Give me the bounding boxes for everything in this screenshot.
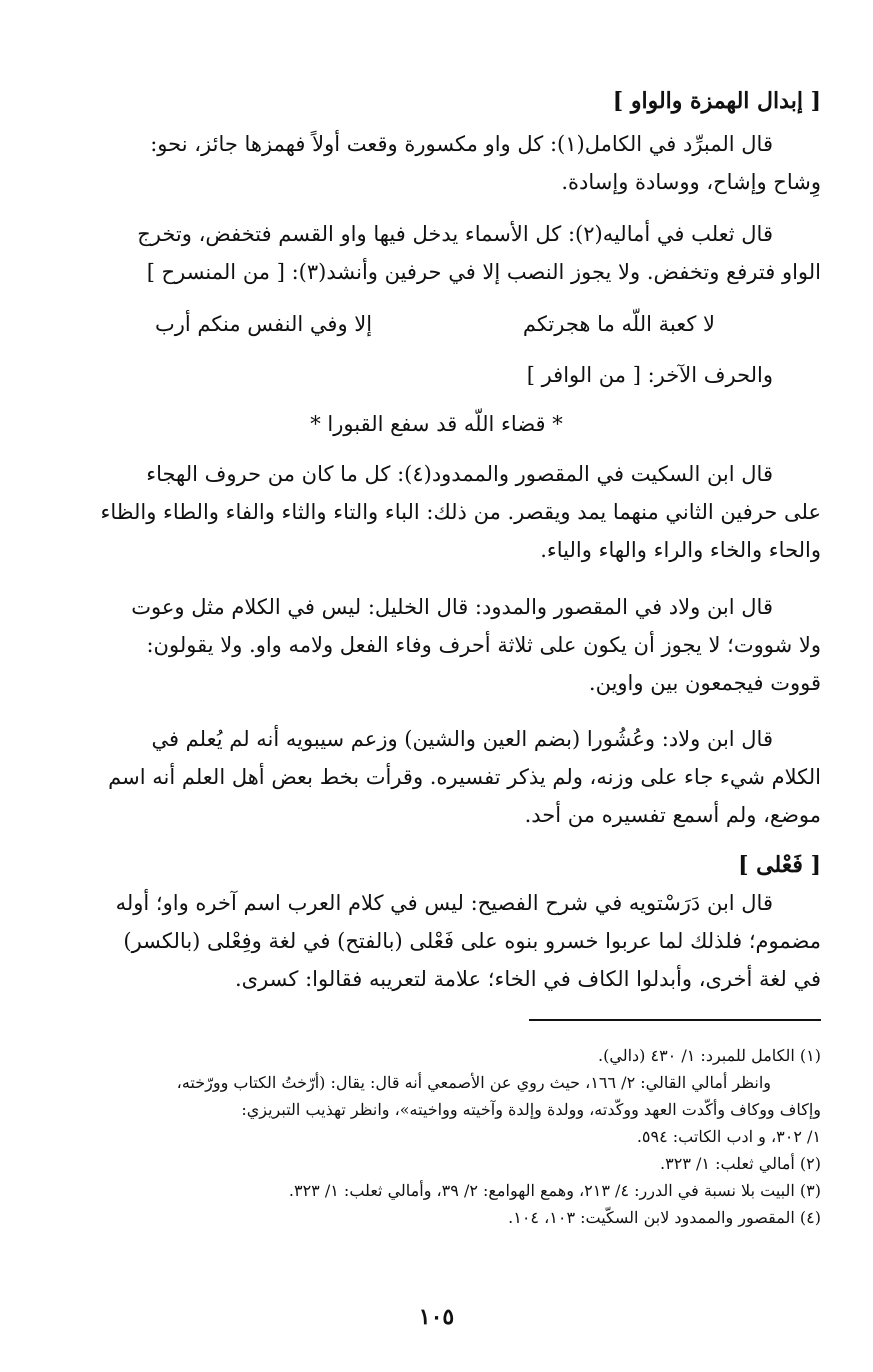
- paragraph-line: قال ابن السكيت في المقصور والممدود(٤): كل ما كان من حروف الهجاء: [146, 462, 773, 486]
- verse-first-hemistich: لا كعبة اللّه ما هجرتكم: [522, 312, 715, 336]
- paragraph-line: موضع، ولم أسمع تفسيره من أحد.: [524, 803, 821, 827]
- paragraph-line: الكلام شيء جاء على وزنه، ولم يذكر تفسيره. وقرأت بخط بعض أهل العلم أنه اسم: [108, 765, 821, 789]
- paragraph-line: مضموم؛ فلذلك لما عربوا خسرو بنوه على فَعْلى (بالفتح) في لغة وفِعْلى (بالكسر): [123, 929, 821, 953]
- paragraph-line: والحاء والخاء والراء والهاء والياء.: [540, 538, 821, 562]
- paragraph-line: قال ابن ولاد في المقصور والمدود: قال الخليل: ليس في الكلام مثل وعوت: [131, 595, 773, 619]
- paragraph-ibn-wallad-khalil: [51, 588, 821, 702]
- heading-text: [ فَعْلى ]: [738, 852, 821, 878]
- footnote-separator: [529, 1019, 821, 1021]
- footnote-3: (٣) البيت بلا نسبة في الدرر: ٤/ ٢١٣، وهمع الهوامع: ٢/ ٣٩، وأمالي ثعلب: ١/ ٣٢٣.: [288, 1181, 821, 1200]
- section-heading-hamza-waw: [51, 82, 821, 120]
- paragraph-line: في لغة أخرى، وأبدلوا الكاف في الخاء؛ علامة لتعريبه فقالوا: كسرى.: [234, 967, 821, 991]
- paragraph-line: قال ثعلب في أماليه(٢): كل الأسماء يدخل فيها واو القسم فتخفض، وتخرج: [137, 222, 773, 246]
- paragraph-line: قووت فيجمعون بين واوين.: [588, 671, 821, 695]
- footnotes: [51, 1042, 821, 1231]
- paragraph-thalab: [51, 215, 821, 291]
- paragraph-line: على حرفين الثاني منهما يمد ويقصر. من ذلك: الباء والتاء والثاء والفاء والطاء والظاء: [100, 500, 821, 524]
- paragraph-line: الواو فترفع وتخفض. ولا يجوز النصب إلا في حرفين وأنشد(٣): [ من المنسرح ]: [146, 260, 821, 284]
- footnote-1: (١) الكامل للمبرد: ١/ ٤٣٠ (دالي).: [598, 1046, 821, 1065]
- page-number: ١٠٥: [418, 1304, 455, 1330]
- heading-text: [ إبدال الهمزة والواو ]: [612, 88, 821, 114]
- paragraph-line: قال ابن دَرَسْتويه في شرح الفصيح: ليس في كلام العرب اسم آخره واو؛ أوله: [115, 891, 773, 915]
- paragraph-ibn-wallad-ushura: [51, 720, 821, 834]
- paragraph-line: قال ابن ولاد: وعُشُورا (بضم العين والشين) وزعم سيبويه أنه لم يُعلم في: [151, 727, 773, 751]
- paragraph-line: قال المبرِّد في الكامل(١): كل واو مكسورة وقعت أولاً فهمزها جائز، نحو:: [150, 132, 773, 156]
- paragraph-ibn-sikkit: [51, 455, 821, 569]
- footnote-1-continuation: وإكاف ووكاف وأكّدت العهد ووكّدته، وولدة وإلدة وآخيته وواخيته»، وانظر تهذيب التبريزي:: [241, 1100, 821, 1119]
- paragraph-line: ولا شووت؛ لا يجوز أن يكون على ثلاثة أحرف وفاء الفعل ولامه واو. ولا يقولون:: [146, 633, 821, 657]
- footnote-1-continuation: ١/ ٣٠٢، و ادب الكاتب: ٥٩٤.: [636, 1127, 821, 1146]
- section-heading-faala: [51, 846, 821, 884]
- poem-verse: [155, 305, 715, 343]
- footnote-2: (٢) أمالي ثعلب: ١/ ٣٢٣.: [660, 1154, 821, 1173]
- poem-half-verse: * قضاء اللّه قد سفع القبورا *: [310, 412, 563, 436]
- verse-second-hemistich: إلا وفي النفس منكم أرب: [155, 312, 373, 336]
- paragraph-line: والحرف الآخر: [ من الوافر ]: [526, 363, 773, 387]
- paragraph-mubarrad: [51, 125, 821, 201]
- footnote-4: (٤) المقصور والممدود لابن السكّيت: ١٠٣، ١٠٤.: [508, 1208, 821, 1227]
- footnote-1-continuation: وانظر أمالي القالي: ٢/ ١٦٦، حيث روي عن الأصمعي أنه قال: يقال: (أرّختُ الكتاب وورّخته،: [176, 1073, 771, 1092]
- paragraph-other-letter: [51, 356, 821, 394]
- paragraph-ibn-darastawayh: [51, 884, 821, 998]
- paragraph-line: وِشاح وإشاح، ووسادة وإسادة.: [561, 170, 821, 194]
